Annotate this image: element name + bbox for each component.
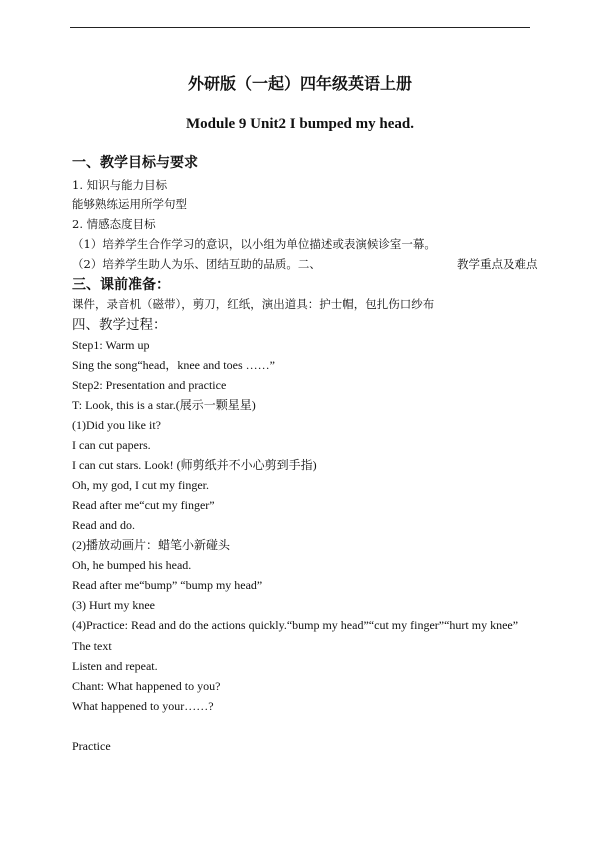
- text-line: I can cut papers.: [72, 438, 151, 452]
- text-line: (2)播放动画片：蜡笔小新碰头: [72, 538, 230, 552]
- text-line: （1）培养学生合作学习的意识，以小组为单位描述或表演候诊室一幕。: [72, 237, 436, 251]
- text-line: Step2: Presentation and practice: [72, 378, 227, 392]
- text-line: The text: [72, 639, 112, 653]
- text-line: (3) Hurt my knee: [72, 598, 155, 612]
- document-subtitle: Module 9 Unit2 I bumped my head.: [186, 116, 414, 132]
- text-line: (1)Did you like it?: [72, 418, 161, 432]
- text-line: Read after me“bump” “bump my head”: [72, 578, 263, 592]
- text-line: Chant: What happened to you?: [72, 679, 221, 693]
- document-title: 外研版（一起）四年级英语上册: [187, 74, 412, 93]
- text-line: Oh, he bumped his head.: [72, 558, 192, 572]
- text-line: Oh, my god, I cut my finger.: [72, 478, 209, 492]
- text-line: 1. 知识与能力目标: [72, 178, 168, 192]
- text-line: (4)Practice: Read and do the actions quickly.“bump my head”“cut my finger”“hurt my knee”: [72, 618, 519, 632]
- text-line: Read after me“cut my finger”: [72, 498, 215, 512]
- text-line: 能够熟练运用所学句型: [72, 197, 187, 211]
- text-line: Practice: [72, 739, 111, 753]
- text-line: Sing the song“head，knee and toes ……”: [72, 358, 275, 372]
- text-line: What happened to your……?: [72, 699, 214, 713]
- text-line: I can cut stars. Look! (师剪纸并不小心剪到手指): [72, 458, 317, 472]
- top-rule: [70, 27, 530, 28]
- text-line: T: Look, this is a star.(展示一颗星星): [72, 398, 256, 412]
- text-line: Listen and repeat.: [72, 659, 158, 673]
- text-line: [72, 257, 538, 271]
- section-heading-process: 四、教学过程：: [72, 317, 167, 333]
- section-heading-preparation: 三、课前准备：: [72, 277, 170, 293]
- section-heading-objectives: 一、教学目标与要求: [72, 155, 198, 171]
- text-line-left: （2）培养学生助人为乐、团结互助的品质。二、: [72, 257, 321, 271]
- text-line: Step1: Warm up: [72, 338, 150, 352]
- text-line: Read and do.: [72, 518, 135, 532]
- text-line-right: 教学重点及难点: [457, 257, 538, 271]
- text-line: 2. 情感态度目标: [72, 217, 156, 231]
- text-line: 课件，录音机（磁带），剪刀，红纸，演出道具：护士帽，包扎伤口纱布: [72, 297, 435, 311]
